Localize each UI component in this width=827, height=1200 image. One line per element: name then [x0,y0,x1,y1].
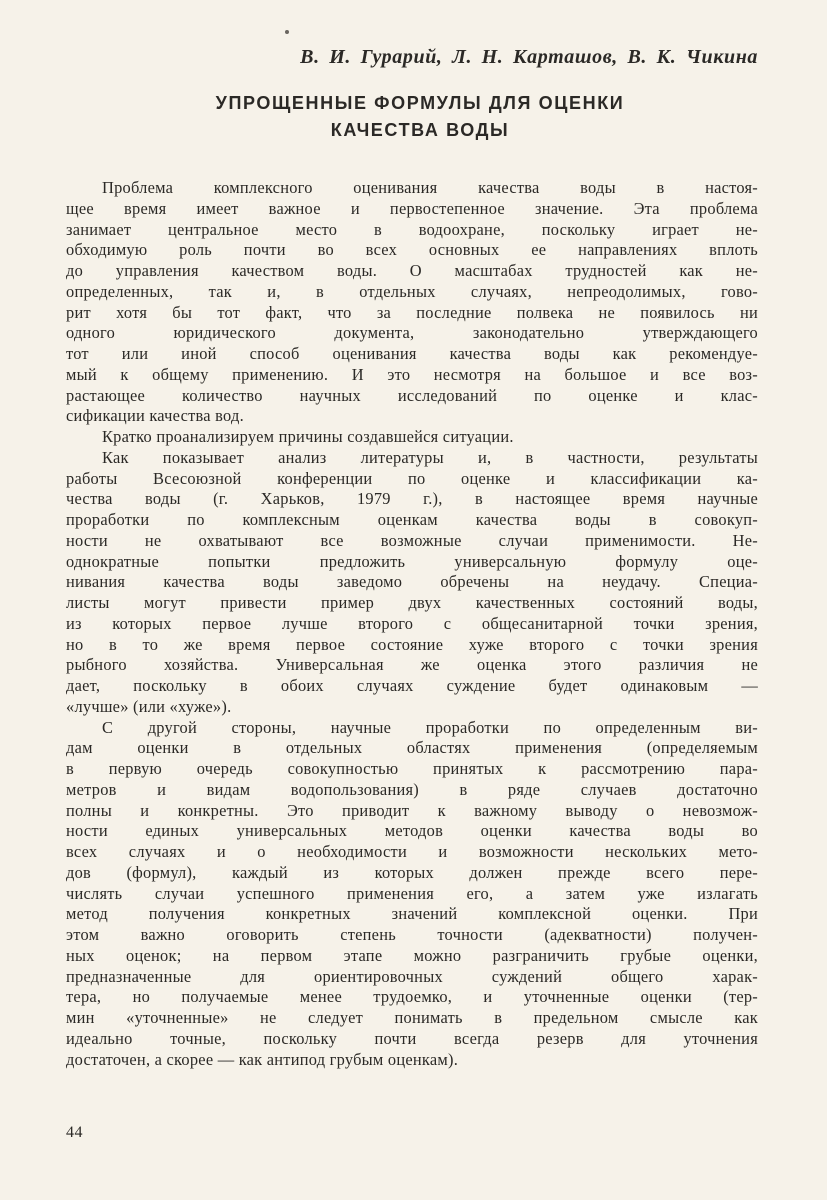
text-line: идеально точные, поскольку почти всегда резерв для уточнения [66,1028,758,1048]
text-line: занимает центральное место в водоохране, поскольку играет не- [66,219,758,239]
text-line: достаточен, а скорее — как антипод грубым оценкам). [66,1049,459,1069]
paragraph [66,427,758,448]
text-line: растающее количество научных исследований по оценке и клас- [66,385,758,405]
text-line: полны и конкретны. Это приводит к важному выводу о невозмож- [66,800,758,820]
text-line: всех случаях и о необходимости и возможности нескольких мето- [66,842,758,861]
paragraph [66,448,758,718]
text-line: проработки по комплексным оценкам качества воды в совокуп- [66,510,758,529]
text-line: в первую очередь совокупностью принятых к рассмотрению пара- [66,759,758,778]
article-body [66,178,758,1070]
article-title [100,90,740,144]
text-line: ности единых универсальных методов оценки качества воды во [66,821,758,841]
text-line: чества воды (г. Харьков, 1979 г.), в настоящее время научные [66,489,758,509]
text-line: из которых первое лучше второго с общесанитарной точки зрения, [66,613,758,633]
text-line: «лучше» (или «хуже»). [66,696,232,716]
text-line: тот или иной способ оценивания качества воды как рекомендуе- [66,344,758,363]
text-line: ных оценок; на первом этапе можно разграничить грубые оценки, [66,945,758,965]
text-line: рыбного хозяйства. Универсальная же оценка этого различия не [66,655,758,675]
text-line: работы Всесоюзной конференции по оценке и классификации ка- [66,468,758,488]
text-line: мый к общему применению. И это несмотря на большое и все воз- [66,364,758,384]
text-line: щее время имеет важное и первостепенное значение. Эта проблема [66,198,758,218]
article-authors: В. И. Гурарий, Л. Н. Карташов, В. К. Чикина [300,46,758,68]
text-line: предназначенные для ориентировочных суждений общего харак- [66,966,758,986]
text-line: метод получения конкретных значений комплексной оценки. При [66,904,758,924]
page-number: 44 [66,1124,83,1141]
text-line: метров и видам водопользования) в ряде случаев достаточно [66,779,758,799]
text-line: ности не охватывают все возможные случаи применимости. Не- [66,530,758,550]
text-line: рит хотя бы тот факт, что за последние полвека не появилось ни [66,302,758,322]
text-line: Как показывает анализ литературы и, в частности, результаты [102,447,758,467]
text-line: однократные попытки предложить универсальную формулу оце- [66,551,758,571]
text-line: до управления качеством воды. О масштабах трудностей как не- [66,261,758,280]
text-line: тера, но получаемые менее трудоемко, и уточненные оценки (тер- [66,987,758,1007]
article-title-line-1: УПРОЩЕННЫЕ ФОРМУЛЫ ДЛЯ ОЦЕНКИ [215,93,625,113]
print-speck [285,30,289,34]
text-line: листы могут привести пример двух качественных состояний воды, [66,593,758,612]
text-line: дам оценки в отдельных областях применения (определяемым [66,738,758,758]
text-line: сификации качества вод. [66,406,244,426]
paragraph [66,718,758,1071]
text-line: дов (формул), каждый из которых должен прежде всего пере- [66,862,758,882]
text-line: Кратко проанализируем причины создавшейся ситуации. [102,427,514,446]
text-line: дает, поскольку в обоих случаях суждение будет одинаковым — [66,676,758,695]
text-line: этом важно оговорить степень точности (адекватности) получен- [66,925,758,944]
text-line: одного юридического документа, законодательно утверждающего [66,323,758,343]
article-title-line-2: КАЧЕСТВА ВОДЫ [330,120,510,140]
text-line: нивания качества воды заведомо обречены на неудачу. Специа- [66,572,758,592]
text-line: мин «уточненные» не следует понимать в предельном смысле как [66,1008,758,1027]
text-line: определенных, так и, в отдельных случаях, непреодолимых, гово- [66,281,758,301]
paragraph [66,178,758,427]
text-line: Проблема комплексного оценивания качества воды в настоя- [102,178,758,197]
text-line: С другой стороны, научные проработки по определенным ви- [102,717,758,737]
text-line: но в то же время первое состояние хуже второго с точки зрения [66,634,758,654]
text-line: обходимую роль почти во всех основных ее направлениях вплоть [66,240,758,260]
text-line: числять случаи успешного применения его, а затем уже излагать [66,883,758,903]
